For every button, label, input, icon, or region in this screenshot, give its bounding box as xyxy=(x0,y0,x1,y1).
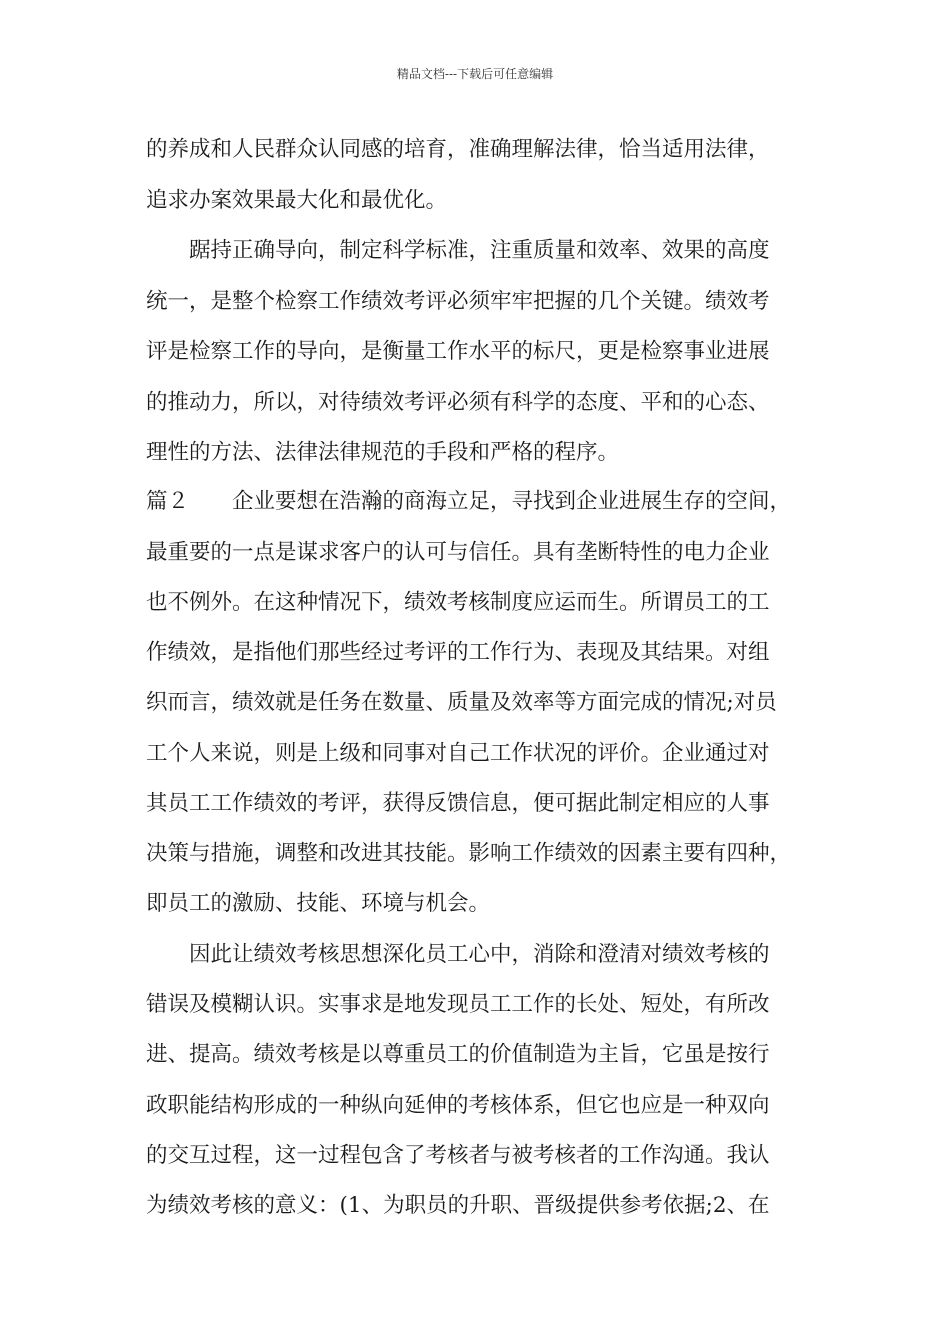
body-line: 进、提高。绩效考核是以尊重员工的价值制造为主旨，它虽是按行 xyxy=(146,1042,770,1067)
body-line: 织而言，绩效就是任务在数量、质量及效率等方面完成的情况;对员 xyxy=(146,690,777,715)
body-line: 因此让绩效考核思想深化员工心中，消除和澄清对绩效考核的 xyxy=(189,942,770,967)
body-line: 为绩效考核的意义：(1、为职员的升职、晋级提供参考依据;2、在 xyxy=(146,1193,770,1218)
body-line: 政职能结构形成的一种纵向延伸的考核体系，但它也应是一种双向 xyxy=(146,1093,770,1118)
body-line: 的养成和人民群众认同感的培育，准确理解法律，恰当适用法律， xyxy=(146,137,770,162)
body-line: 的推动力，所以，对待绩效考评必须有科学的态度、平和的心态、 xyxy=(146,390,770,415)
page-header: 精品文档---下载后可任意编辑 xyxy=(396,67,554,81)
body-line: 即员工的激励、技能、环境与机会。 xyxy=(146,891,491,916)
body-line: 错误及模糊认识。实事求是地发现员工工作的长处、短处，有所改 xyxy=(146,992,770,1017)
body-line: 决策与措施，调整和改进其技能。影响工作绩效的因素主要有四种， xyxy=(146,841,792,866)
body-line: 踞持正确导向，制定科学标准，注重质量和效率、效果的高度 xyxy=(189,238,770,263)
body-line: 工个人来说，则是上级和同事对自己工作状况的评价。企业通过对 xyxy=(146,741,770,766)
body-line: 的交互过程，这一过程包含了考核者与被考核者的工作沟通。我认 xyxy=(146,1143,770,1168)
body-line: 追求办案效果最大化和最优化。 xyxy=(146,188,448,213)
body-line: 作绩效，是指他们那些经过考评的工作行为、表现及其结果。对组 xyxy=(146,640,770,665)
body-line: 最重要的一点是谋求客户的认可与信任。具有垄断特性的电力企业 xyxy=(146,540,770,565)
body-line: 其员工工作绩效的考评，获得反馈信息，便可据此制定相应的人事 xyxy=(146,791,770,816)
body-line: 也不例外。在这种情况下，绩效考核制度应运而生。所谓员工的工 xyxy=(146,590,770,615)
body-line: 理性的方法、法律法律规范的手段和严格的程序。 xyxy=(146,440,620,465)
body-line: 篇２ 企业要想在浩瀚的商海立足，寻找到企业进展生存的空间， xyxy=(146,489,792,514)
body-line: 统一，是整个检察工作绩效考评必须牢牢把握的几个关键。绩效考 xyxy=(146,289,770,314)
body-line: 评是检察工作的导向，是衡量工作水平的标尺，更是检察事业进展 xyxy=(146,339,770,364)
